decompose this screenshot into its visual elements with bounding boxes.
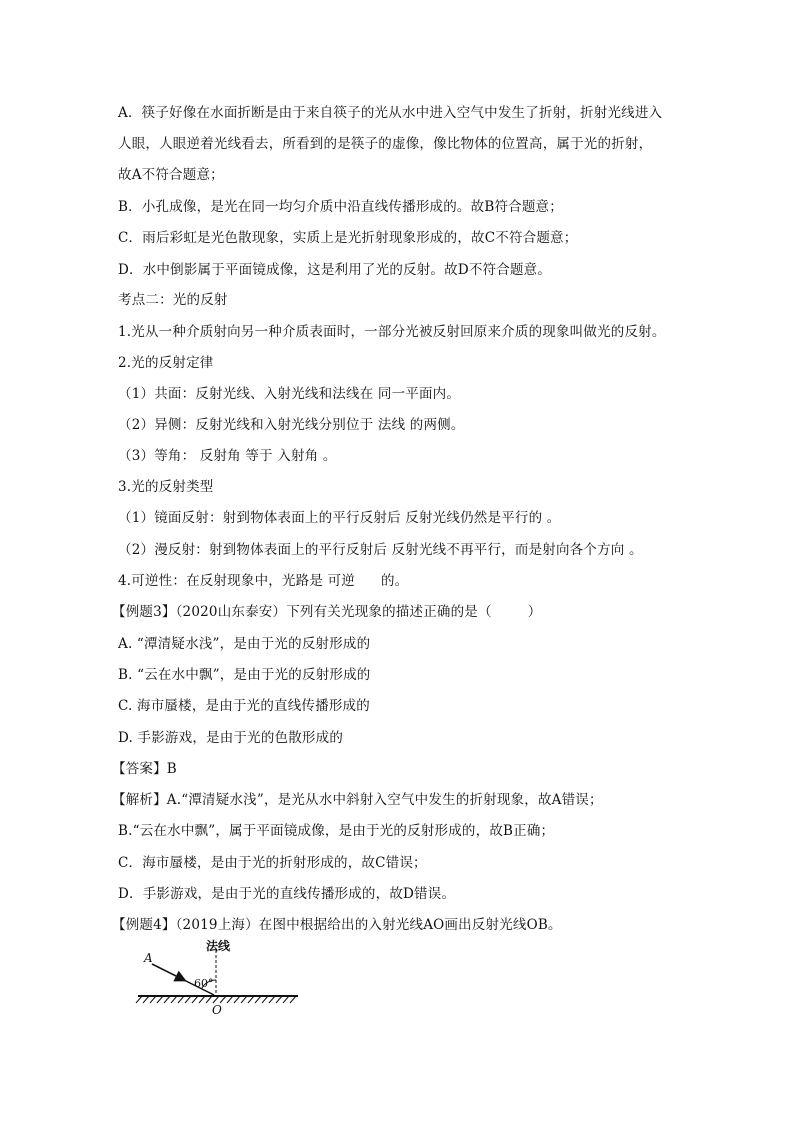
angle-label: 60° [194, 977, 214, 990]
reflection-definition: 1.光从一种介质射向另一种介质表面时，一部分光被反射回原来介质的现象叫做光的反射。 [118, 324, 666, 340]
incident-ray-arrow [152, 964, 184, 980]
analysis-option-a-line-1: A．筷子好像在水面折断是由于来自筷子的光从水中进入空气中发生了折射，折射光线进入 [118, 105, 663, 121]
analysis-option-b: B．小孔成像，是光在同一均匀介质中沿直线传播形成的。故B符合题意； [118, 199, 563, 215]
example3-analysis-c: C．海市蜃楼，是由于光的折射形成的，故C错误； [118, 855, 427, 871]
reflection-figure [128, 936, 308, 1026]
mirror-hatching [136, 996, 296, 1003]
example4-question: 【例题4】（2019上海）在图中根据给出的入射光线AO画出反射光线OB。 [112, 917, 562, 933]
analysis-option-c: C．雨后彩虹是光色散现象，实质上是光折射现象形成的，故C不符合题意； [118, 230, 578, 246]
diffuse-reflection: （2）漫反射：射到物体表面上的平行反射后 反射光线不再平行，而是射向各个方向 。 [118, 542, 643, 558]
point-label-o: O [212, 1003, 222, 1017]
reversibility-line [118, 571, 408, 591]
reflection-types-heading: 3.光的反射类型 [118, 479, 214, 495]
analysis-option-d: D．水中倒影属于平面镜成像，这是利用了光的反射。故D不符合题意。 [118, 262, 552, 278]
example3-analysis-b: B.“云在水中飘”，属于平面镜成像，是由于光的反射形成的，故B正确； [118, 823, 555, 839]
example3-question-suffix: ） [527, 604, 542, 620]
specular-reflection: （1）镜面反射：射到物体表面上的平行反射后 反射光线仍然是平行的 。 [118, 510, 561, 526]
example3-analysis-d: D．手影游戏，是由于光的直线传播形成的，故D错误。 [118, 886, 456, 902]
law-equal-angles: （3）等角： 反射角 等于 入射角 。 [118, 448, 337, 464]
section-heading-reflection: 考点二：光的反射 [118, 292, 228, 308]
law-opposite-sides: （2）异侧：反射光线和入射光线分别位于 法线 的两侧。 [118, 417, 465, 433]
analysis-option-a-line-3: 故A不符合题意； [118, 167, 224, 183]
example3-option-c: C. 海市蜃楼，是由于光的直线传播形成的 [118, 698, 370, 714]
reversibility-prefix: 4.可逆性：在反射现象中，光路是 可逆 [118, 573, 355, 589]
analysis-option-a-line-2: 人眼，人眼逆着光线看去，所看到的是筷子的虚像，像比物体的位置高，属于光的折射， [118, 136, 653, 152]
reflection-law-heading: 2.光的反射定律 [118, 355, 214, 371]
example3-option-b: B. “云在水中飘”，是由于光的反射形成的 [118, 667, 371, 683]
example3-question-prefix: 【例题3】（2020山东泰安）下列有关光现象的描述正确的是（ [112, 604, 492, 620]
example3-option-d: D. 手影游戏，是由于光的色散形成的 [118, 730, 344, 746]
example3-analysis-a: 【解析】A.“潭清疑水浅”，是光从水中斜射入空气中发生的折射现象，故A错误； [112, 792, 603, 808]
reversibility-suffix: 的。 [380, 573, 409, 589]
example3-option-a: A. “潭清疑水浅”，是由于光的反射形成的 [118, 636, 371, 652]
normal-label: 法线 [206, 939, 231, 953]
law-coplanar: （1）共面：反射光线、入射光线和法线在 同一平面内。 [118, 386, 461, 402]
example3-answer: 【答案】B [112, 761, 177, 777]
ray-label-a: A [144, 951, 153, 965]
example3-question [112, 602, 541, 622]
